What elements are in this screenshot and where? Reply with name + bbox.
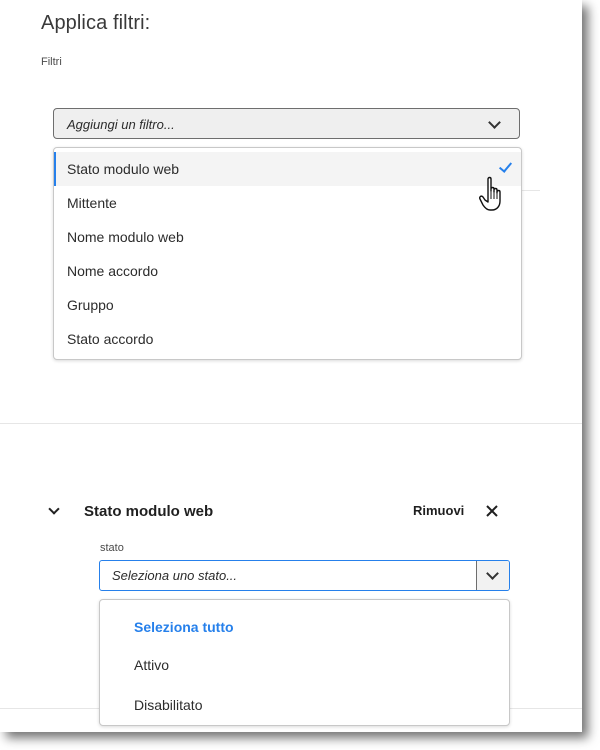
state-option-attivo[interactable]: Attivo (134, 657, 170, 673)
filter-option-label: Mittente (67, 195, 117, 211)
chevron-down-icon[interactable] (48, 503, 59, 514)
filter-option-stato-modulo-web[interactable] (54, 152, 521, 186)
filter-option-gruppo[interactable] (54, 288, 521, 322)
filters-section-label: Filtri (41, 56, 62, 68)
filter-option-label: Gruppo (67, 297, 114, 313)
state-select[interactable] (99, 560, 510, 591)
filter-option-label: Nome modulo web (67, 229, 184, 245)
filter-option-label: Stato modulo web (67, 161, 180, 177)
filter-option-mittente[interactable] (54, 186, 521, 220)
add-filter-dropdown[interactable] (53, 108, 520, 139)
section-divider (0, 423, 582, 424)
state-options-menu (99, 599, 510, 726)
filter-option-label: Nome accordo (67, 263, 159, 279)
state-field-label: stato (100, 542, 124, 554)
page-title: Applica filtri: (41, 12, 151, 34)
filter-options-menu (53, 147, 522, 360)
hand-cursor-icon (478, 176, 508, 214)
checkmark-icon (499, 159, 512, 173)
filter-option-label: Stato accordo (67, 331, 154, 347)
state-select-placeholder: Seleziona uno stato... (112, 568, 238, 583)
state-option-disabilitato[interactable]: Disabilitato (134, 697, 203, 713)
state-select-toggle-button[interactable] (476, 561, 509, 590)
remove-filter-button[interactable]: Rimuovi (413, 503, 465, 518)
filter-option-nome-accordo[interactable] (54, 254, 521, 288)
close-icon[interactable] (484, 503, 500, 519)
filter-option-nome-modulo-web[interactable] (54, 220, 521, 254)
active-filter-title: Stato modulo web (84, 503, 214, 520)
state-option-select-all[interactable]: Seleziona tutto (134, 619, 234, 635)
filter-option-stato-accordo[interactable] (54, 322, 521, 356)
add-filter-placeholder: Aggiungi un filtro... (67, 117, 175, 132)
chevron-down-icon (488, 116, 501, 129)
chevron-down-icon (486, 567, 499, 580)
divider (522, 190, 540, 191)
